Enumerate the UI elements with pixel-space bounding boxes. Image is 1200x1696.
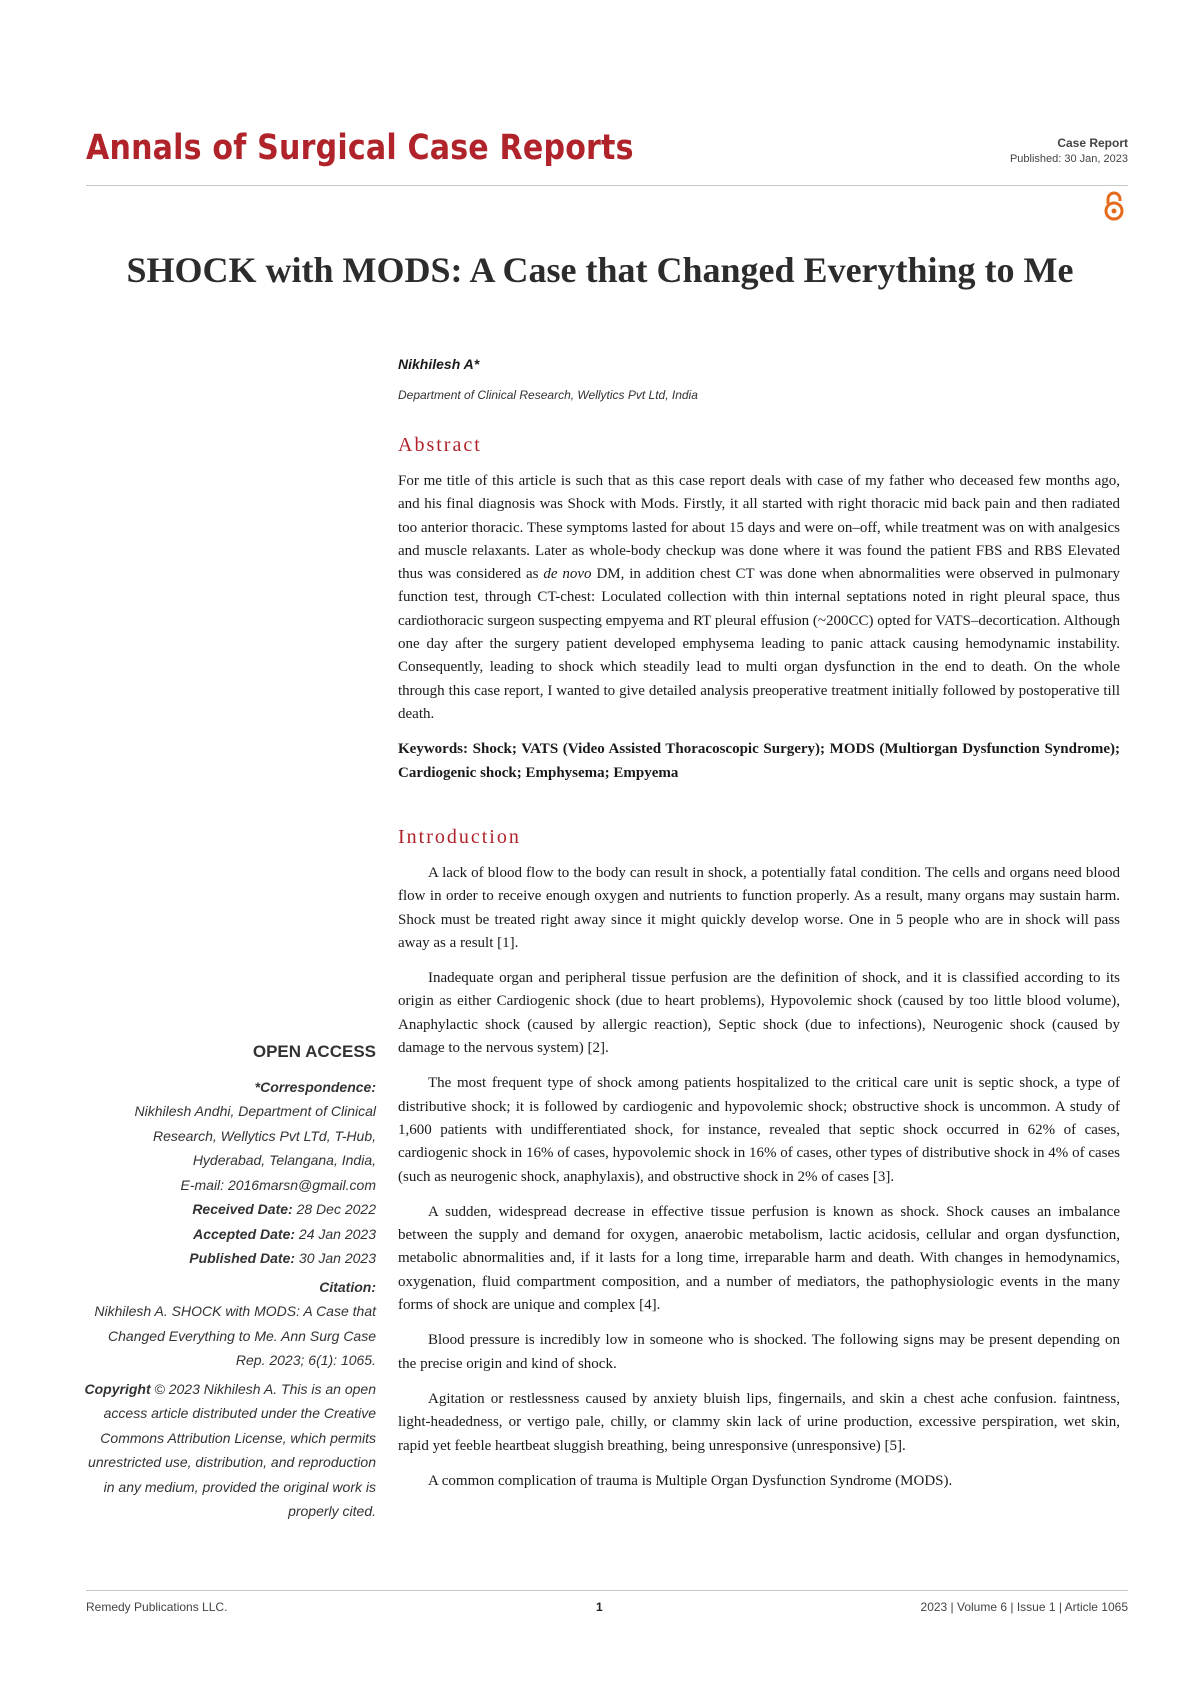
journal-title: Annals of Surgical Case Reports: [86, 128, 634, 168]
introduction-heading: Introduction: [398, 826, 521, 848]
received-label: Received Date:: [192, 1201, 293, 1217]
citation-text: Nikhilesh A. SHOCK with MODS: A Case that Changed Everything to Me. Ann Surg Case Rep. 2023; 6(1): 1065.: [94, 1303, 376, 1368]
intro-paragraph: The most frequent type of shock among patients hospitalized to the critical care unit is septic shock, a type of distributive shock; it is followed by cardiogenic and hypovolemic shock; obstructive shock is uncommon. A study of 1,600 patients with undifferentiated shock, for instance, revealed that septic shock occurred in 62% of cases, cardiogenic shock in 16% of cases, hypovolemic shock in 16% of cases, other types of distributive shock in 4% of cases (such as neurogenic shock, anaphylaxis), and obstructive shock in 2% of cases [3].: [398, 1075, 1120, 1185]
abstract-body: [398, 470, 1120, 797]
intro-paragraph: Blood pressure is incredibly low in someone who is shocked. The following signs may be present depending on the precise origin and kind of shock.: [398, 1332, 1120, 1372]
open-access-label: OPEN ACCESS: [252, 1042, 376, 1061]
abstract-text-b: DM, in addition chest CT was done when abnormalities were observed in pulmonary function test, through CT-chest: Loculated collection with thin internal septations noted in right pleural space, thus cardiothoracic surgeon suspecting empyema and RT pleural effusion (~200CC) opted for VATS–decortication. Although one day after the surgery patient developed emphysema leading to panic attack causing hemodynamic instability. Consequently, leading to shock which steadily lead to multi organ dysfunction in the end to death. On the whole through this case report, I wanted to give detailed analysis preoperative treatment initially followed by postoperative till death.: [398, 566, 1121, 722]
correspondence-email: E-mail: 2016marsn@gmail.com: [180, 1176, 376, 1193]
copyright-text: © 2023 Nikhilesh A. This is an open access article distributed under the Creative Commons Attribution License, which permits unrestricted use, distribution, and reproduction in any medium, provided the original work is properly cited.: [88, 1380, 376, 1519]
intro-paragraph: A lack of blood flow to the body can result in shock, a potentially fatal condition. The cells and organs need blood flow in order to receive enough oxygen and nutrients to function properly. As a result, many organs may sustain harm. Shock must be treated right away since it might quickly develop worse. One in 5 people who are in shock will pass away as a result [1].: [398, 865, 1120, 951]
footer-page-number: 1: [596, 1600, 603, 1614]
accepted-date: 24 Jan 2023: [298, 1225, 376, 1242]
intro-paragraph: A sudden, widespread decrease in effective tissue perfusion is known as shock. Shock causes an imbalance between the supply and demand for oxygen, anaerobic metabolism, lactic acidosis, cellular and organ dysfunction, metabolic abnormalities and, if it lasts for a long time, irreparable harm and death. With changes in hemodynamics, oxygenation, fluid compartment composition, and a number of mediators, the pathophysiologic events in the many forms of shock are unique and complex [4].: [398, 1203, 1120, 1314]
footer-issue: 2023 | Volume 6 | Issue 1 | Article 1065: [920, 1600, 1128, 1614]
sidebar: [80, 1040, 376, 1524]
abstract-text-a: For me title of this article is such that as this case report deals with case of my father who deceased few months ago, and his final diagnosis was Shock with Mods. Firstly, it all started with right thoracic mid back pain and then radiated too anterior thoracic. These symptoms lasted for about 15 days and were on–off, while treatment was on with analgesics and muscle relaxants. Later as whole-body checkup was done where it was found the patient FBS and RBS Elevated thus was considered as: [398, 473, 1120, 583]
citation-label: Citation:: [319, 1278, 376, 1295]
introduction-body: [398, 862, 1120, 1505]
intro-paragraph: A common complication of trauma is Multiple Organ Dysfunction Syndrome (MODS).: [428, 1472, 953, 1489]
affiliation: Department of Clinical Research, Wellytics Pvt Ltd, India: [398, 388, 698, 402]
published-date-sidebar: 30 Jan 2023: [298, 1250, 376, 1266]
accepted-label: Accepted Date:: [193, 1225, 296, 1242]
footer-divider: [86, 1590, 1128, 1591]
published-date: Published: 30 Jan, 2023: [1009, 153, 1128, 165]
published-label: Published Date:: [189, 1250, 296, 1266]
article-meta: [1010, 136, 1128, 165]
intro-paragraph: Agitation or restlessness caused by anxiety bluish lips, fingernails, and skin a chest ache confusion. faintness, light-headedness, or vertigo pale, chilly, or clammy skin lack of urine production, excessive perspiration, wet skin, rapid yet feeble heartbeat sluggish breathing, being unresponsive (unresponsive) [5].: [398, 1390, 1120, 1454]
header-divider: [86, 185, 1128, 186]
abstract-italic: de novo: [543, 566, 592, 583]
abstract-heading: Abstract: [398, 434, 482, 456]
open-access-icon: [1102, 190, 1126, 222]
keywords-label: Keywords:: [398, 741, 468, 758]
keywords: [398, 738, 1120, 785]
abstract-paragraph: [398, 470, 1120, 726]
copyright-label: Copyright: [84, 1380, 151, 1397]
correspondence-label: *Correspondence:: [254, 1078, 376, 1095]
author: Nikhilesh A*: [398, 356, 480, 372]
intro-paragraph: Inadequate organ and peripheral tissue perfusion are the definition of shock, and it is classified according to its origin as either Cardiogenic shock (due to heart problems), Hypovolemic shock (caused by too little blood volume), Anaphylactic shock (caused by allergic reaction), Septic shock (due to infections), Neurogenic shock (caused by damage to the nervous system) [2].: [398, 970, 1120, 1057]
footer-publisher: Remedy Publications LLC.: [86, 1600, 228, 1614]
article-type: Case Report: [1057, 136, 1128, 150]
keywords-text: Shock; VATS (Video Assisted Thoracoscopic Surgery); MODS (Multiorgan Dysfunction Syndrome); Cardiogenic shock; Emphysema; Empyema: [398, 741, 1120, 781]
correspondence-text: Nikhilesh Andhi, Department of Clinical Research, Wellytics Pvt LTd, T-Hub, Hyderabad, Telangana, India,: [134, 1103, 376, 1168]
paper-title: SHOCK with MODS: A Case that Changed Everything to Me: [126, 250, 1074, 290]
received-date: 28 Dec 2022: [296, 1201, 376, 1217]
